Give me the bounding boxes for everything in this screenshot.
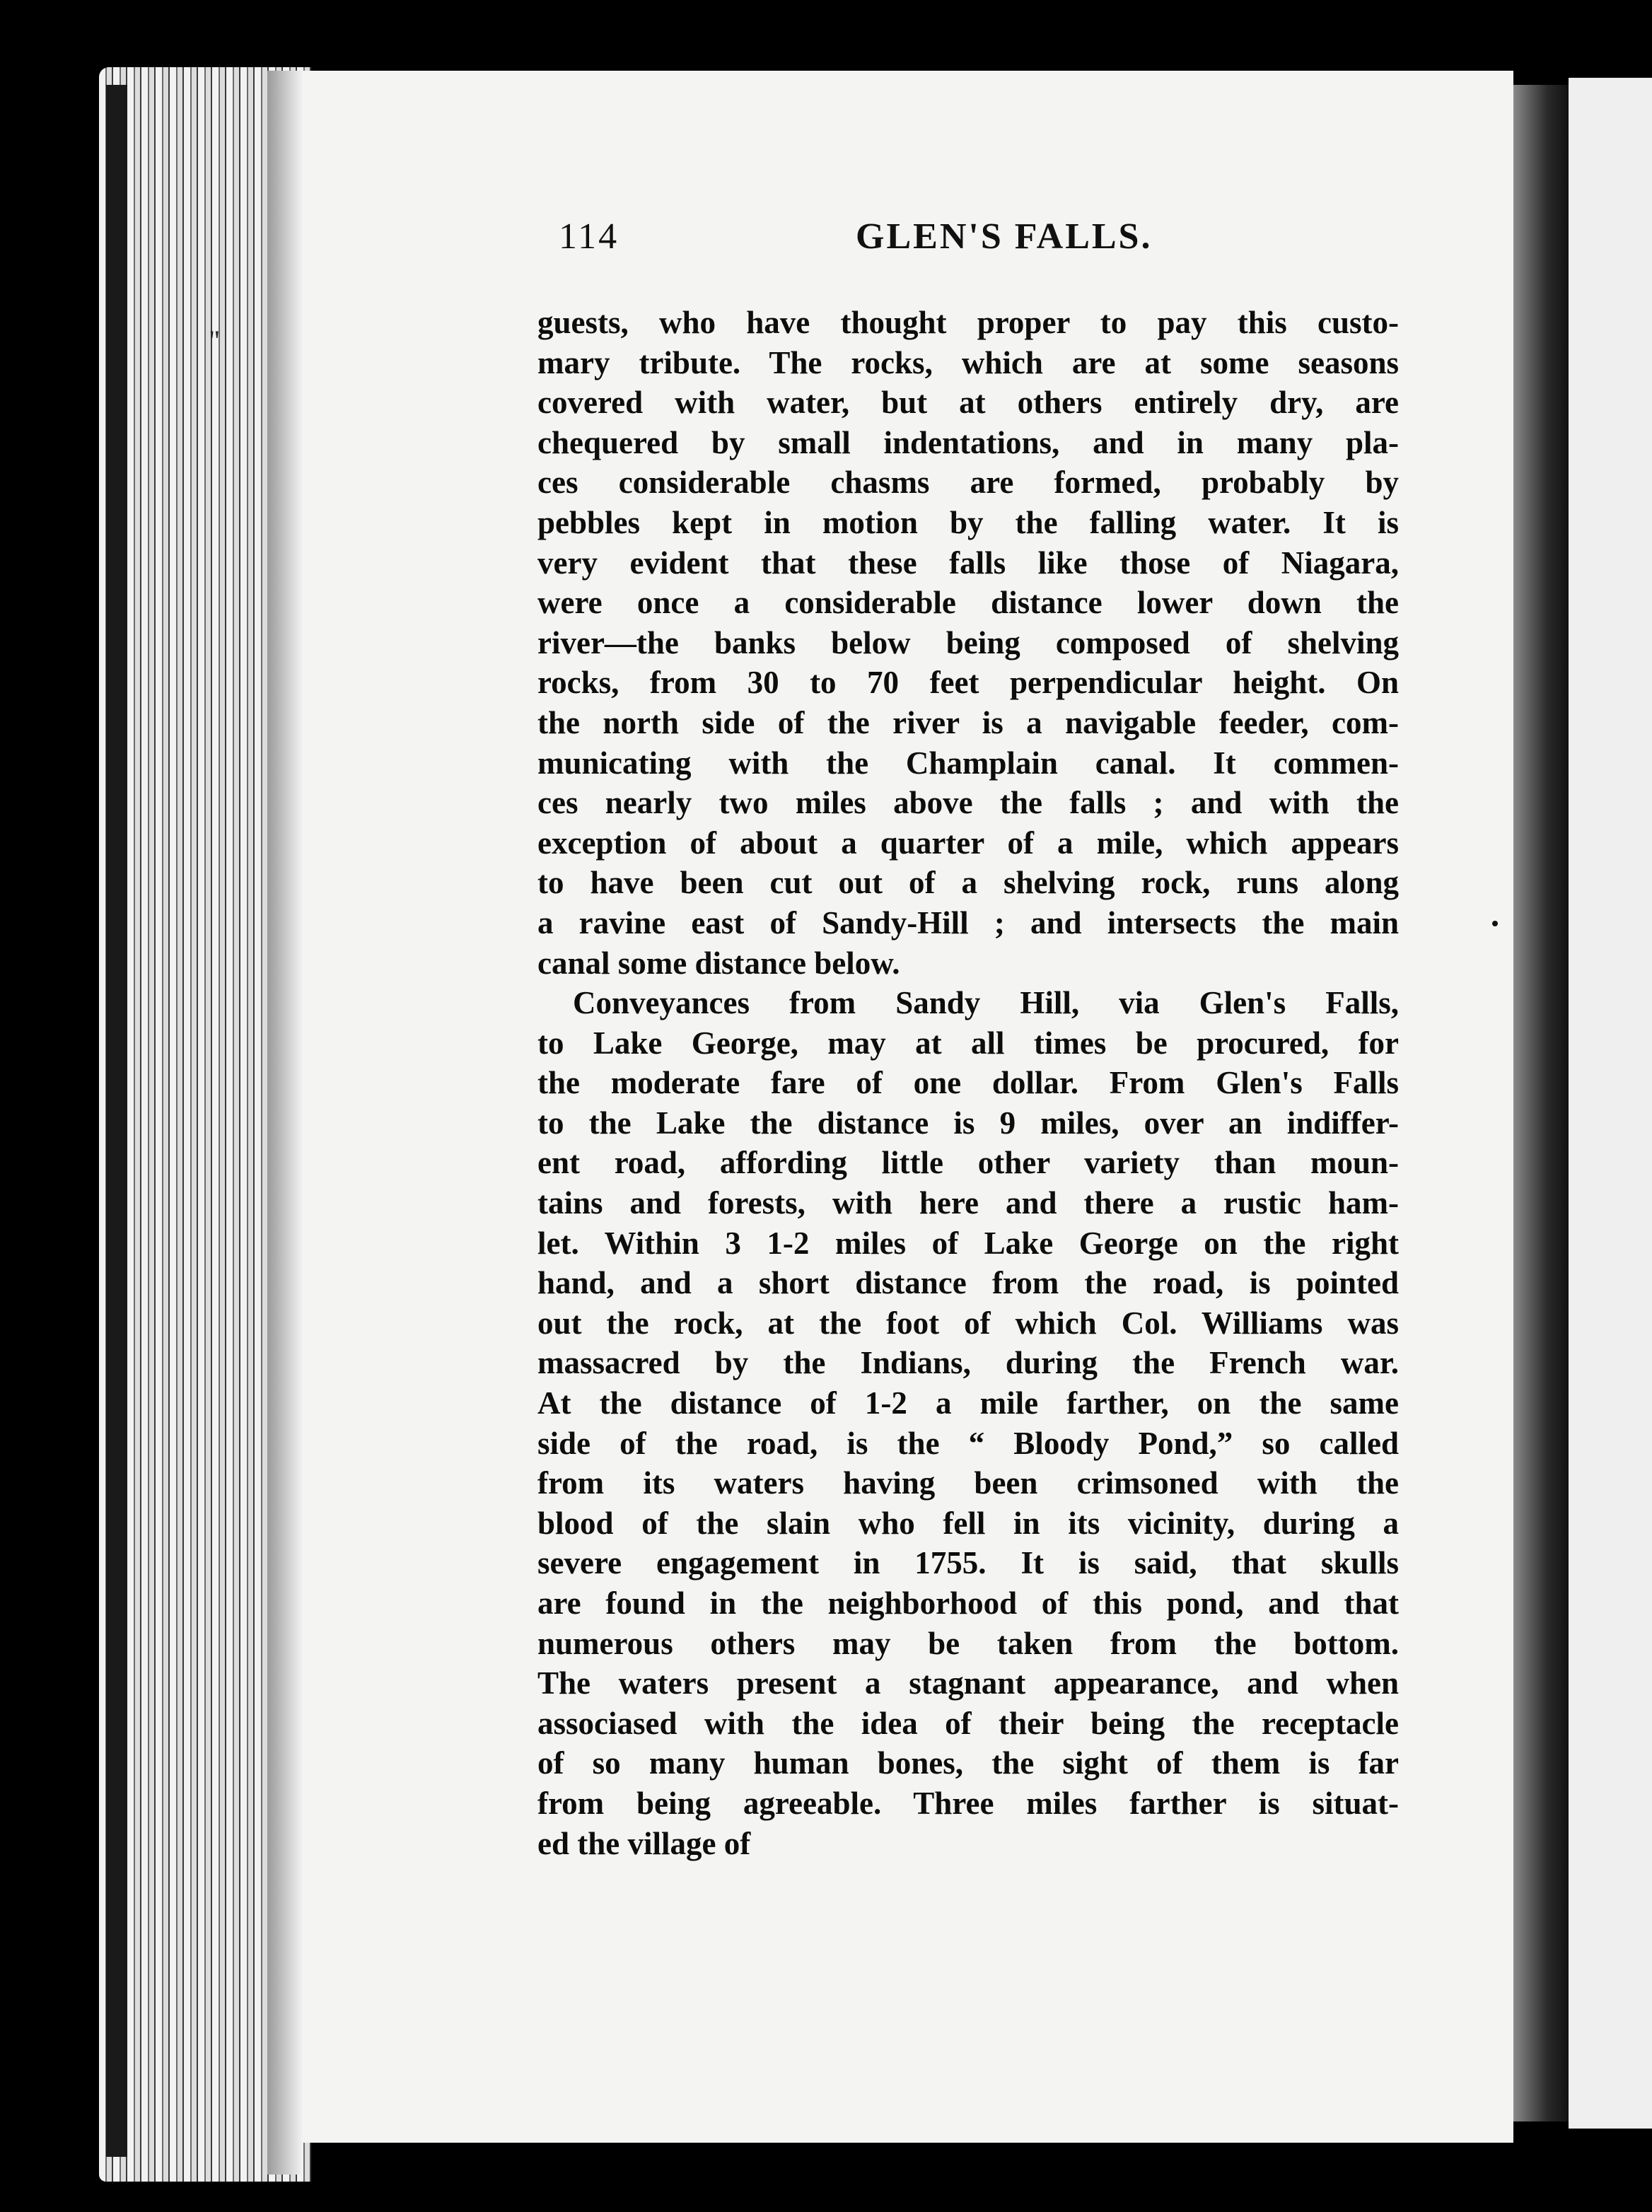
margin-mark: '' — [209, 325, 220, 356]
book-spine-shadow — [106, 85, 127, 2157]
text-line: blood of the slain who fell in its vicinity, during a — [537, 1505, 1399, 1541]
running-title: GLEN'S FALLS. — [856, 216, 1153, 257]
text-line: tains and forests, with here and there a rustic ham- — [537, 1185, 1399, 1221]
text-line: very evident that these falls like those of Niagara, — [537, 545, 1399, 581]
text-line: from its waters having been crimsoned with the — [537, 1465, 1399, 1501]
text-line: were once a considerable distance lower down the — [537, 585, 1399, 621]
text-line: the north side of the river is a navigable feeder, com- — [537, 704, 1399, 740]
text-line: river—the banks below being composed of shelving — [537, 624, 1399, 660]
facing-page-edge — [1569, 78, 1652, 2129]
text-line: At the distance of 1-2 a mile farther, on the same — [537, 1385, 1399, 1421]
text-line: ces nearly two miles above the falls ; and with the — [537, 785, 1399, 821]
text-line: of so many human bones, the sight of them is far — [537, 1745, 1399, 1781]
body-text — [537, 303, 1399, 1863]
text-line: the moderate fare of one dollar. From Glen's Falls — [537, 1065, 1399, 1101]
speck-mark — [1492, 921, 1498, 926]
gutter-shadow — [267, 71, 303, 2175]
text-line: ent road, affording little other variety than moun- — [537, 1145, 1399, 1181]
text-line: to Lake George, may at all times be procured, for — [537, 1025, 1399, 1061]
text-line: side of the road, is the “ Bloody Pond,” so called — [537, 1425, 1399, 1461]
page-fold-shadow — [1513, 85, 1570, 2121]
text-line: to the Lake the distance is 9 miles, over an indiffer- — [537, 1105, 1399, 1141]
text-line: municating with the Champlain canal. It commen- — [537, 745, 1399, 781]
text-line: are found in the neighborhood of this pond, and that — [537, 1585, 1399, 1621]
text-line: Conveyances from Sandy Hill, via Glen's Falls, — [573, 985, 1399, 1021]
text-line: severe engagement in 1755. It is said, that skulls — [537, 1545, 1399, 1581]
text-line: rocks, from 30 to 70 feet perpendicular height. On — [537, 665, 1399, 701]
text-line: guests, who have thought proper to pay this custo- — [537, 305, 1399, 340]
running-head — [559, 216, 1421, 272]
text-line: covered with water, but at others entirely dry, are — [537, 385, 1399, 421]
text-line: a ravine east of Sandy-Hill ; and intersects the main — [537, 904, 1399, 941]
text-line: mary tribute. The rocks, which are at some seasons — [537, 344, 1399, 380]
page-number: 114 — [559, 216, 620, 257]
text-line: pebbles kept in motion by the falling water. It is — [537, 504, 1399, 540]
text-line: ed the village of — [537, 1825, 751, 1861]
text-line: hand, and a short distance from the road, is pointed — [537, 1265, 1399, 1301]
text-line: out the rock, at the foot of which Col. Williams was — [537, 1305, 1399, 1341]
text-line: associased with the idea of their being the receptacle — [537, 1705, 1399, 1741]
text-line: The waters present a stagnant appearance, and when — [537, 1665, 1399, 1701]
text-line: exception of about a quarter of a mile, which appears — [537, 825, 1399, 861]
text-line: canal some distance below. — [537, 945, 900, 981]
text-line: from being agreeable. Three miles farther is situat- — [537, 1785, 1399, 1821]
text-line: ces considerable chasms are formed, probably by — [537, 465, 1399, 501]
text-line: let. Within 3 1-2 miles of Lake George on the right — [537, 1225, 1399, 1261]
text-line: massacred by the Indians, during the French war. — [537, 1345, 1399, 1381]
text-line: to have been cut out of a shelving rock, runs along — [537, 865, 1399, 901]
text-line: numerous others may be taken from the bottom. — [537, 1625, 1399, 1661]
text-line: chequered by small indentations, and in many pla- — [537, 424, 1399, 460]
